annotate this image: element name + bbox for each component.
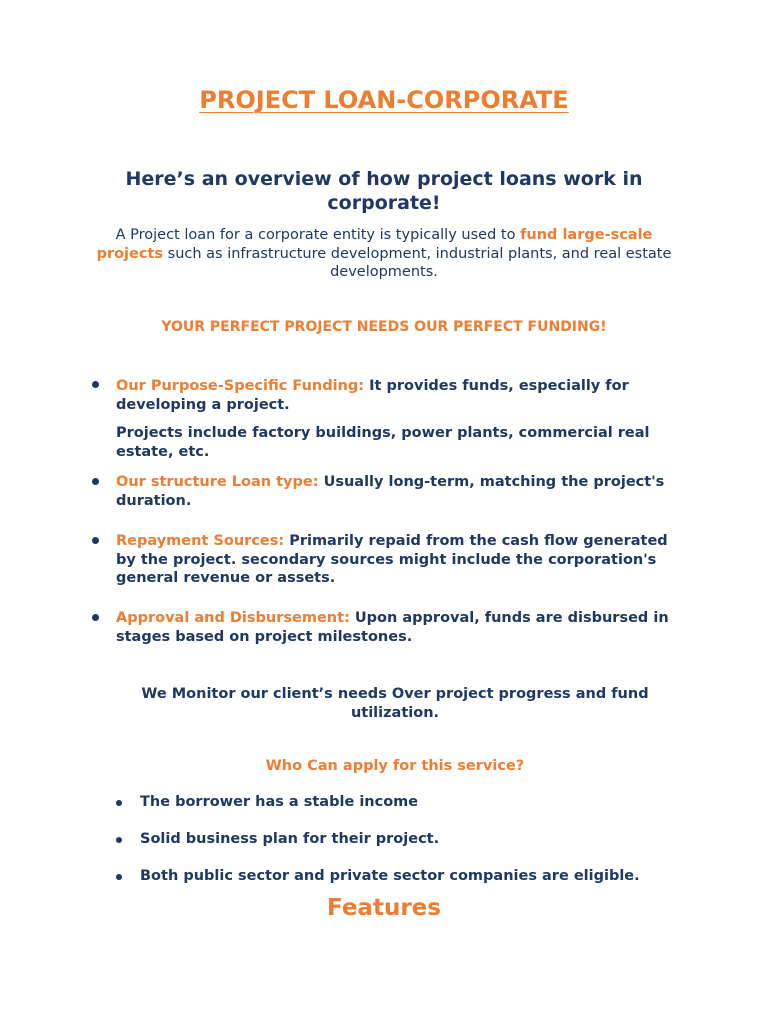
overview-heading: Here’s an overview of how project loans work in corporate! xyxy=(125,168,643,214)
intro-highlight: fund large-scale projects xyxy=(96,227,653,262)
eligibility-item: The borrower has a stable income xyxy=(140,794,419,810)
item-text: Primarily repaid from the cash flow generated by the project. secondary sources might include the corporation's general revenue or assets. xyxy=(116,533,668,586)
features-heading: Features xyxy=(327,895,441,921)
list-item-approval-disbursement xyxy=(116,609,686,646)
intro-text-pre: A Project loan for a corporate entity is typically used to xyxy=(115,227,521,243)
bullet-icon xyxy=(116,837,122,843)
list-item-purpose-funding xyxy=(116,377,686,414)
bullet-icon xyxy=(92,381,99,388)
item-label: Our Purpose-Specific Funding: xyxy=(116,378,365,394)
bullet-icon xyxy=(116,874,122,880)
eligibility-item: Solid business plan for their project. xyxy=(140,831,440,847)
bullet-icon xyxy=(116,800,122,806)
page-title: PROJECT LOAN-CORPORATE xyxy=(199,86,569,114)
item-label: Our structure Loan type: xyxy=(116,474,319,490)
eligibility-item: Both public sector and private sector companies are eligible. xyxy=(140,868,640,884)
item-text: Upon approval, funds are disbursed in stages based on project milestones. xyxy=(116,610,669,645)
intro-paragraph xyxy=(88,226,680,282)
item-text: It provides funds, especially for developing a project. xyxy=(116,378,629,413)
list-item-purpose-funding-extra: Projects include factory buildings, power plants, commercial real estate, etc. xyxy=(116,425,650,460)
bullet-icon xyxy=(92,614,99,621)
tagline: YOUR PERFECT PROJECT NEEDS OUR PERFECT FUNDING! xyxy=(161,319,607,335)
intro-text-post: such as infrastructure development, industrial plants, and real estate developments. xyxy=(163,245,672,280)
list-item-loan-type xyxy=(116,473,686,510)
item-label: Repayment Sources: xyxy=(116,533,285,549)
bullet-icon xyxy=(92,537,99,544)
item-label: Approval and Disbursement: xyxy=(116,610,350,626)
monitor-statement: We Monitor our client’s needs Over project progress and fund utilization. xyxy=(141,686,649,721)
list-item-repayment-sources xyxy=(116,532,686,588)
item-text: Usually long-term, matching the project's duration. xyxy=(116,474,665,509)
bullet-icon xyxy=(92,478,99,485)
eligibility-heading: Who Can apply for this service? xyxy=(265,758,525,774)
